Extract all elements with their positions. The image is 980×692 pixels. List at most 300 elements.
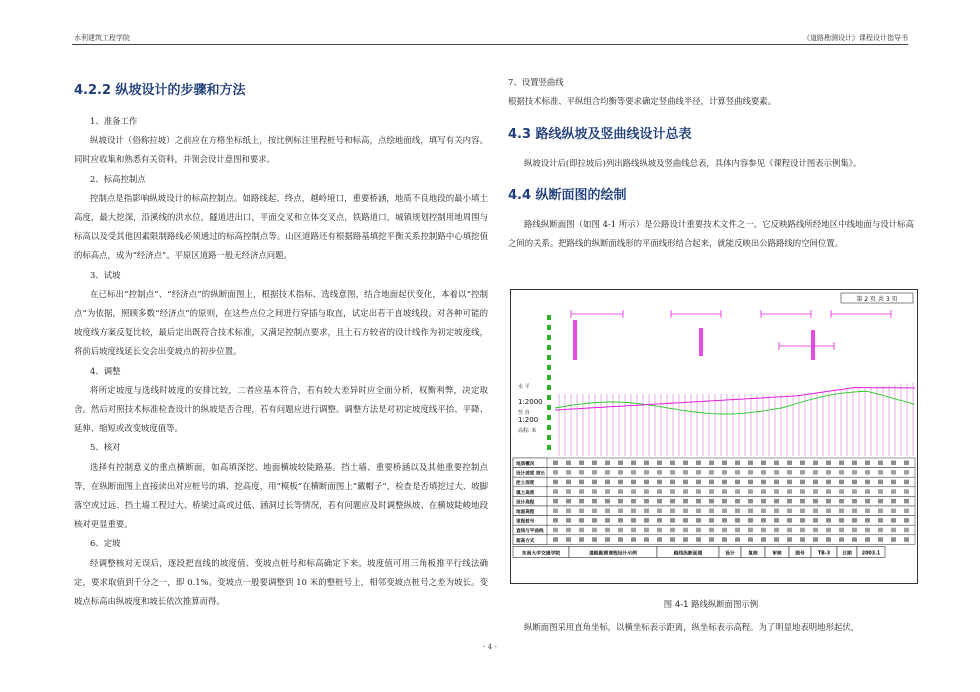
table-row-label: 设计坡度 坡长 [516, 471, 546, 477]
table-cell-value [761, 461, 766, 466]
table-cell-value [670, 509, 675, 514]
table-cell-value [566, 509, 571, 514]
table-cell-value [566, 480, 571, 485]
table-cell-value [553, 499, 558, 504]
step-6-title: 6、定坡 [90, 538, 121, 549]
table-cell-value [878, 499, 883, 504]
table-cell-value [696, 480, 701, 485]
table-cell-value [722, 470, 727, 475]
table-cell-value [774, 537, 779, 542]
title-block-text: 审核 [772, 551, 782, 557]
table-cell-value [865, 461, 870, 466]
table-cell-value [566, 489, 571, 494]
table-cell-value [865, 537, 870, 542]
table-cell-value [748, 509, 753, 514]
table-cell-value [891, 480, 896, 485]
table-cell-value [657, 518, 662, 523]
table-cell-value [878, 489, 883, 494]
table-cell-value [839, 509, 844, 514]
datum-label: 高程: 米 [518, 428, 537, 434]
table-cell-value [761, 480, 766, 485]
table-cell-value [553, 537, 558, 542]
table-cell-value [670, 499, 675, 504]
table-cell-value [605, 518, 610, 523]
table-cell-value [878, 518, 883, 523]
table-cell-value [592, 528, 597, 533]
title-block-text: 东南大学交通学院 [521, 551, 561, 557]
table-cell-value [748, 461, 753, 466]
table-cell-value [618, 480, 623, 485]
table-row-label: 地质概况 [516, 462, 535, 467]
table-cell-value [826, 537, 831, 542]
table-cell-value [839, 480, 844, 485]
table-cell-value [605, 461, 610, 466]
table-cell-value [865, 509, 870, 514]
elevation-ruler [547, 310, 551, 455]
step-4-title: 4、调整 [90, 365, 121, 376]
table-cell-value [592, 509, 597, 514]
table-cell-value [631, 480, 636, 485]
table-cell-value [813, 489, 818, 494]
table-cell-value [657, 528, 662, 533]
table-cell-value [683, 489, 688, 494]
table-cell-value [826, 489, 831, 494]
table-cell-value [761, 528, 766, 533]
table-cell-value [748, 470, 753, 475]
table-cell-value [709, 470, 714, 475]
table-cell-value [865, 470, 870, 475]
title-block-text: TB-3 [817, 551, 831, 557]
table-cell-value [579, 537, 584, 542]
table-cell-value [904, 509, 909, 514]
table-cell-value [748, 499, 753, 504]
table-cell-value [852, 480, 857, 485]
table-cell-value [761, 518, 766, 523]
table-cell-value [605, 480, 610, 485]
table-row-label: 里程桩号 [516, 519, 535, 525]
station-marker [573, 320, 577, 360]
table-cell-value [618, 537, 623, 542]
title-block-text: 2003.1 [861, 551, 881, 557]
table-cell-value [722, 518, 727, 523]
table-cell-value [644, 528, 649, 533]
header-rule [72, 44, 908, 45]
table-cell-value [709, 537, 714, 542]
table-cell-value [800, 528, 805, 533]
step-4-paragraph: 将所定坡度与选线时坡度的安排比较，二者应基本符合，若有较大差异时应全面分析，权衡利弊，决定取舍。然后对照技术标准检查设计的纵坡是否合理，若有问题应进行调整。调整方法是对初定坡度线平抬、平降、延伸、缩短或改变坡度值等。 [74, 384, 488, 434]
table-cell-value [683, 518, 688, 523]
table-cell-value [826, 528, 831, 533]
table-cell-value [605, 489, 610, 494]
table-cell-value [553, 489, 558, 494]
table-row-label: 超高方式 [516, 538, 535, 544]
table-cell-value [826, 480, 831, 485]
table-cell-value [774, 461, 779, 466]
ruler-segment [547, 370, 551, 375]
table-cell-value [670, 518, 675, 523]
table-cell-value [553, 528, 558, 533]
table-cell-value [618, 518, 623, 523]
table-cell-value [839, 528, 844, 533]
vertical-curve-annotations [571, 310, 891, 360]
table-cell-value [670, 461, 675, 466]
table-cell-value [813, 509, 818, 514]
page-number: - 4 - [483, 643, 497, 651]
scale-horizontal-value: 1:2000 [518, 398, 543, 406]
table-cell-value [904, 518, 909, 523]
table-cell-value [761, 470, 766, 475]
table-cell-value [605, 528, 610, 533]
table-cell-value [644, 489, 649, 494]
table-cell-value [670, 489, 675, 494]
table-cell-value [904, 537, 909, 542]
table-cell-value [735, 499, 740, 504]
table-cell-value [774, 499, 779, 504]
table-cell-value [904, 480, 909, 485]
table-cell-value [826, 461, 831, 466]
table-cell-value [826, 518, 831, 523]
table-cell-value [722, 537, 727, 542]
page-label: 第 2 页 共 3 页 [856, 296, 898, 303]
ruler-segment [547, 380, 551, 385]
table-row-label: 挖土深度 [516, 481, 535, 487]
table-cell-value [683, 470, 688, 475]
table-cell-value [709, 528, 714, 533]
ruler-segment [547, 430, 551, 435]
table-cell-value [865, 528, 870, 533]
table-cell-value [709, 509, 714, 514]
table-cell-value [878, 461, 883, 466]
table-cell-value [800, 461, 805, 466]
table-cell-value [670, 537, 675, 542]
section-4-4-paragraph: 路线纵断面图（如图 4-1 所示）是公路设计重要技术文件之一。它反映路线所经地区中线地面与设计标高之间的关系。把路线的纵断面线形的平面线形结合起来，就能反映出公路路线的空间位置。 [508, 218, 914, 248]
table-cell-value [735, 518, 740, 523]
table-cell-value [566, 528, 571, 533]
table-cell-value [696, 528, 701, 533]
table-cell-value [618, 528, 623, 533]
table-cell-value [579, 489, 584, 494]
table-cell-value [709, 489, 714, 494]
profile-data-table [513, 458, 915, 544]
table-cell-value [891, 518, 896, 523]
table-cell-value [592, 518, 597, 523]
table-cell-value [852, 509, 857, 514]
table-cell-value [631, 489, 636, 494]
table-cell-value [631, 518, 636, 523]
table-cell-value [813, 537, 818, 542]
table-cell-value [631, 461, 636, 466]
table-cell-value [891, 461, 896, 466]
table-cell-value [787, 518, 792, 523]
table-cell-value [800, 470, 805, 475]
table-cell-value [579, 518, 584, 523]
table-cell-value [696, 518, 701, 523]
table-cell-value [553, 480, 558, 485]
table-cell-value [787, 470, 792, 475]
table-cell-value [748, 480, 753, 485]
table-cell-value [722, 528, 727, 533]
table-cell-value [800, 480, 805, 485]
design-line [555, 388, 915, 411]
table-cell-value [787, 480, 792, 485]
step-6-paragraph: 经调整核对无误后，逐段把直线的坡度值、变坡点桩号和标高确定下来。坡度值可用三角板推平行线法确定，要求取值到千分之一，即 0.1%。变坡点一般要调整到 10 米的整桩号上，相邻变坡点桩号之差为坡长。变坡点标高由纵坡度和坡长依次推算而得。 [74, 557, 488, 607]
table-cell-value [865, 480, 870, 485]
table-cell-value [891, 509, 896, 514]
table-cell-value [735, 461, 740, 466]
ruler-segment [547, 400, 551, 405]
step-7-paragraph: 根据技术标准、平纵组合均衡等要求确定竖曲线半径，计算竖曲线要素。 [508, 96, 776, 107]
table-cell-value [592, 470, 597, 475]
table-cell-value [852, 518, 857, 523]
table-cell-value [683, 480, 688, 485]
table-cell-value [735, 509, 740, 514]
ruler-segment [547, 360, 551, 365]
table-cell-value [748, 489, 753, 494]
table-cell-value [787, 489, 792, 494]
table-cell-value [618, 509, 623, 514]
table-cell-value [553, 518, 558, 523]
section-title-4-3: 4.3 路线纵坡及竖曲线设计总表 [508, 127, 692, 143]
table-cell-value [761, 509, 766, 514]
section-4-3-paragraph: 纵坡设计后(即拉坡后)列出路线纵坡及竖曲线总表，具体内容参见《课程设计图表示例集》。 [524, 158, 862, 169]
table-cell-value [904, 489, 909, 494]
table-cell-value [657, 489, 662, 494]
table-cell-value [813, 499, 818, 504]
right-column [508, 56, 914, 253]
table-cell-value [683, 528, 688, 533]
stake-lines [559, 383, 913, 456]
step-3-paragraph: 在已标出“控制点”、“经济点”的纵断面图上，根据技术指标、选线意图，结合地面起伏变化，本着以“控制点”为依据，照顾多数“经济点”的原则，在这些点位之间进行穿插与取直，试定出若干直坡线段。对各种可能的坡度线方案反复比较，最后定出既符合技术标准，又满足控制点要求，且土石方较省的设计线作为初定坡度线，将前后坡度线延长交会出变坡点的初步位置。 [74, 288, 488, 357]
table-cell-value [553, 509, 558, 514]
table-row-label: 设计高程 [516, 500, 535, 506]
table-cell-value [878, 509, 883, 514]
ruler-segment [547, 310, 551, 315]
table-cell-value [813, 528, 818, 533]
title-block-text: 复核 [748, 551, 758, 557]
title-block-text: 日期 [842, 551, 852, 557]
table-cell-value [644, 470, 649, 475]
table-cell-value [761, 537, 766, 542]
table-cell-value [800, 509, 805, 514]
table-cell-value [787, 461, 792, 466]
table-cell-value [878, 480, 883, 485]
table-cell-value [657, 480, 662, 485]
table-cell-value [813, 480, 818, 485]
table-cell-value [891, 470, 896, 475]
table-cell-value [657, 509, 662, 514]
table-cell-value [683, 461, 688, 466]
table-cell-value [631, 537, 636, 542]
step-5-title: 5、核对 [90, 442, 121, 453]
step-1-paragraph: 纵坡设计（俗称拉坡）之前应在方格坐标纸上，按比例标注里程桩号和标高，点绘地面线，填写有关内容。同时应收集和熟悉有关资料，并领会设计意图和要求。 [74, 135, 488, 165]
step-7-title: 7、设置竖曲线 [508, 77, 564, 87]
title-block-text: 图号 [795, 551, 805, 557]
ruler-segment [547, 320, 551, 325]
table-cell-value [644, 509, 649, 514]
table-cell-value [579, 480, 584, 485]
left-column [74, 56, 488, 611]
table-cell-value [696, 509, 701, 514]
table-cell-value [748, 518, 753, 523]
table-cell-value [839, 537, 844, 542]
table-cell-value [852, 470, 857, 475]
scale-vertical-label: 竖 直 [518, 410, 530, 416]
table-cell-value [657, 537, 662, 542]
header-right: 《道路勘测设计》课程设计指导书 [803, 34, 908, 42]
table-cell-value [579, 509, 584, 514]
table-cell-value [592, 461, 597, 466]
table-cell-value [774, 528, 779, 533]
table-cell-value [722, 489, 727, 494]
table-cell-value [839, 470, 844, 475]
figure-caption: 图 4-1 路线纵断面图示例 [663, 599, 759, 609]
table-cell-value [657, 499, 662, 504]
ground-line [555, 391, 915, 414]
table-cell-value [722, 480, 727, 485]
table-cell-value [566, 470, 571, 475]
table-cell-value [553, 470, 558, 475]
table-cell-value [865, 489, 870, 494]
table-cell-value [618, 470, 623, 475]
table-cell-value [891, 499, 896, 504]
table-cell-value [631, 528, 636, 533]
table-cell-value [670, 470, 675, 475]
table-cell-value [605, 537, 610, 542]
table-cell-value [683, 537, 688, 542]
table-cell-value [735, 537, 740, 542]
table-cell-value [631, 470, 636, 475]
table-cell-value [696, 489, 701, 494]
table-cell-value [904, 461, 909, 466]
table-cell-value [644, 537, 649, 542]
station-marker [811, 330, 815, 360]
table-cell-value [696, 470, 701, 475]
table-cell-value [787, 528, 792, 533]
ruler-segment [547, 330, 551, 335]
table-cell-value [748, 528, 753, 533]
table-row-label: 填土高度 [516, 490, 535, 496]
profile-drawing [511, 290, 917, 583]
table-cell-value [748, 537, 753, 542]
step-1-title: 1、准备工作 [90, 116, 138, 126]
table-cell-value [709, 518, 714, 523]
table-cell-value [774, 480, 779, 485]
table-cell-value [787, 537, 792, 542]
table-cell-value [709, 499, 714, 504]
table-cell-value [696, 461, 701, 466]
table-cell-value [865, 518, 870, 523]
table-cell-value [657, 470, 662, 475]
table-cell-value [644, 480, 649, 485]
table-cell-value [904, 499, 909, 504]
table-cell-value [826, 499, 831, 504]
table-cell-value [774, 509, 779, 514]
table-cell-value [644, 461, 649, 466]
table-cell-value [852, 499, 857, 504]
table-cell-value [800, 489, 805, 494]
ruler-segment [547, 450, 551, 455]
table-cell-value [839, 518, 844, 523]
table-cell-value [579, 461, 584, 466]
table-cell-value [865, 499, 870, 504]
table-cell-value [800, 518, 805, 523]
table-cell-value [696, 537, 701, 542]
table-cell-value [579, 470, 584, 475]
table-cell-value [605, 499, 610, 504]
table-cell-value [774, 489, 779, 494]
table-cell-value [904, 470, 909, 475]
table-cell-value [670, 528, 675, 533]
table-cell-value [722, 499, 727, 504]
table-cell-value [579, 499, 584, 504]
table-cell-value [579, 528, 584, 533]
section-title-4-2-2: 4.2.2 纵坡设计的步骤和方法 [74, 83, 246, 98]
table-cell-value [592, 537, 597, 542]
table-cell-value [839, 461, 844, 466]
table-cell-value [800, 499, 805, 504]
table-cell-value [709, 480, 714, 485]
table-cell-value [813, 461, 818, 466]
table-cell-value [735, 470, 740, 475]
table-cell-value [592, 499, 597, 504]
table-cell-value [852, 461, 857, 466]
table-cell-value [722, 509, 727, 514]
table-cell-value [631, 499, 636, 504]
table-cell-value [722, 461, 727, 466]
table-cell-value [878, 537, 883, 542]
ruler-segment [547, 440, 551, 445]
table-cell-value [813, 518, 818, 523]
table-cell-value [891, 537, 896, 542]
ruler-segment [547, 420, 551, 425]
table-cell-value [787, 499, 792, 504]
table-cell-value [800, 537, 805, 542]
table-cell-value [735, 480, 740, 485]
title-block-text: 设计 [725, 551, 735, 557]
table-cell-value [878, 470, 883, 475]
step-2-paragraph: 控制点是指影响纵坡设计的标高控制点。如路线起、终点，越岭垭口，重要桥涵，地质不良地段的最小填土高度，最大挖深，沿溪线的洪水位，隧道进出口，平面交叉和立体交叉点，铁路道口，城镇规划控制用地周围与标高以及受其他因素限制路线必须通过的标高控制点等。山区道路还有根据路基填挖平衡关系控制路中心填挖值的标高点，成为“经济点”。平原区道路一般无经济点问题。 [74, 192, 488, 261]
table-cell-value [566, 461, 571, 466]
section-title-4-4: 4.4 纵断面图的绘制 [508, 187, 627, 203]
title-block-text: 道路勘测课程设计示例 [589, 551, 637, 557]
table-cell-value [878, 528, 883, 533]
ruler-segment [547, 340, 551, 345]
table-cell-value [566, 499, 571, 504]
table-cell-value [605, 470, 610, 475]
step-3-title: 3、试坡 [90, 269, 121, 280]
table-cell-value [826, 509, 831, 514]
table-cell-value [683, 499, 688, 504]
table-cell-value [592, 480, 597, 485]
table-cell-value [774, 470, 779, 475]
table-cell-value [605, 509, 610, 514]
station-marker [699, 328, 703, 356]
ruler-segment [547, 390, 551, 395]
scale-horizontal-label: 水 平 [518, 384, 530, 390]
table-cell-value [891, 489, 896, 494]
table-cell-value [839, 499, 844, 504]
table-cell-value [683, 509, 688, 514]
table-cell-value [735, 528, 740, 533]
ruler-segment [547, 410, 551, 415]
table-cell-value [735, 489, 740, 494]
table-cell-value [839, 489, 844, 494]
table-cell-value [696, 499, 701, 504]
table-cell-value [761, 499, 766, 504]
after-figure-paragraph: 纵断面图采用直角坐标，以横坐标表示距离，纵坐标表示高程。为了明显地表明地形起伏， [524, 622, 859, 632]
table-cell-value [852, 528, 857, 533]
step-5-paragraph: 选择有控制意义的重点横断面，如高填深挖、地面横坡较陡路基。挡土墙、重要桥涵以及其他重要控制点等，在纵断面图上直接读出对应桩号的填、挖高度，用“模板”在横断面图上“戴帽子”，检查是否填挖过大、坡脚落空或过远、挡土墙工程过大、桥梁过高或过低、涵洞过长等情况，若有问题应及时调整纵坡、在横坡陡峻地段核对更显重要。 [74, 461, 488, 530]
